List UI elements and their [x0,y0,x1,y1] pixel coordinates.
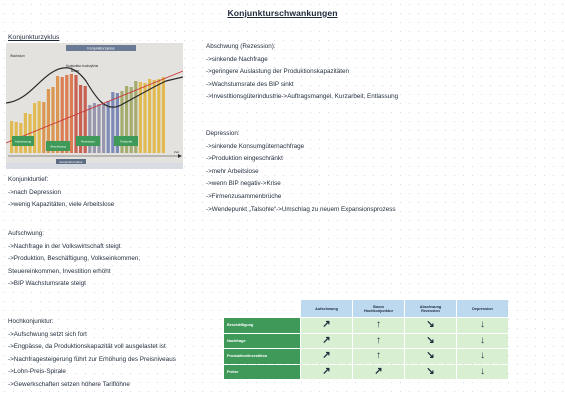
section-line: ->sinkende Nachfrage [206,55,268,63]
section-line: ->Wendepunkt „Talsohle“->Umschlag zu neuem Expansionsprozess [206,205,396,213]
figure-banner: Konjunkturzyklus [87,46,115,51]
section-line: ->Wachstumsrate des BIP sinkt [206,80,294,88]
cycle-summary-table [224,300,504,379]
table-cell-arrow-icon: ↘ [405,334,456,349]
table-column-header: Depression [457,300,508,317]
figure-box-2: Abschwung [50,144,66,149]
figure-bar [24,113,27,153]
table-cell-arrow-icon: ↑ [353,334,404,349]
table-column-header: Boom Hochkonjunktur [353,300,404,317]
section-line: ->geringere Auslastung der Produktionskapazitäten [206,68,349,76]
table-cell-arrow-icon: ↘ [405,365,456,380]
table-cell-arrow-icon: ↗ [301,334,352,349]
section-konjunkturtief [8,174,114,212]
section-line: ->Lohn-Preis-Spirale [8,368,66,376]
figure-box-1: Aufschwung [14,139,32,144]
section-line: ->Aufschwung setzt sich fort [8,330,87,338]
section-line: ->sinkende Konsumgüternachfrage [206,142,305,150]
figure-bar [70,74,73,153]
section-aufschwung [8,228,140,291]
business-cycle-figure [6,43,183,169]
figure-bar [38,101,41,153]
figure-box-3: Rezession [80,139,96,144]
table-cell-arrow-icon: ↓ [457,334,508,349]
figure-bar [162,77,165,153]
figure-left-label: Wachstum [10,54,25,58]
section-line: ->Engpässe, da Produktionskapazität voll ausgelastet ist [8,343,166,351]
section-line: Steuereinkommen, Investition erhöht [8,267,111,275]
table-cell-arrow-icon: ↑ [353,318,404,333]
chart-heading: Konjunkturzyklus [8,34,60,41]
table-cell-arrow-icon: ↗ [301,365,352,380]
section-hochkonjunktur [8,316,176,392]
table-cell-arrow-icon: ↓ [457,365,508,380]
section-depression [206,128,396,216]
section-line: ->Nachfrage in der Volkswirtschaft steigt [8,242,121,250]
section-heading: Konjunkturtief: [8,176,49,183]
section-heading: Aufschwung: [8,230,45,237]
table-cell-arrow-icon: ↓ [457,349,508,364]
section-line: ->Gewerkschaften setzen höhere Tariflöhne [8,380,130,388]
table-row-label: Beschäftigung [224,318,300,333]
section-line: ->Firmenzusammenbrüche [206,192,282,200]
table-column-header: Aufschwung [301,300,352,317]
figure-bar [157,79,160,153]
section-line: ->BIP Wachstumsrate steigt [8,280,86,288]
table-cell-arrow-icon: ↗ [301,318,352,333]
figure-phase-1: Konjunktur-hochzyklus [66,64,99,68]
section-line: ->wenn BIP negativ->Krise [206,180,281,188]
section-line: ->Produktion eingeschränkt [206,155,283,163]
figure-bar [143,83,146,153]
section-line: ->Nachfragesteigerung führt zur Erhöhung des Preisniveaus [8,355,176,363]
table-cell-arrow-icon: ↗ [353,365,404,380]
section-line: ->Produktion, Beschäftigung, Volkseinkommen, [8,255,141,263]
table-row-label: Produktion/Investition [224,349,300,364]
table-cell-arrow-icon: ↑ [353,349,404,364]
figure-box-4: Tiefpunkt [119,139,133,144]
figure-bar [102,103,105,153]
figure-bar [139,82,142,153]
section-line: ->wenig Kapazitäten, viele Arbeitslose [8,201,115,209]
figure-bar [111,92,114,153]
table-column-header: Abschwung Rezession [405,300,456,317]
section-heading: Depression: [206,130,240,137]
table-cell-arrow-icon: ↘ [405,349,456,364]
section-abschwung [206,41,398,104]
figure-bar [153,80,156,153]
table-row-label: Preise [224,365,300,380]
table-cell-arrow-icon: ↘ [405,318,456,333]
page-title: Konjunkturschwankungen [227,8,338,18]
section-line: ->mehr Arbeitslose [206,167,259,175]
section-heading: Hochkonjunktur: [8,318,54,325]
figure-bottom-label: Konjunkturzyklus [59,160,83,164]
figure-phase-2: Boom [71,69,80,73]
figure-bar [107,101,110,153]
table-row-label: Nachfrage [224,334,300,349]
section-line: ->Investitionsgüterindustrie->Auftragsmangel, Kurzarbeit, Entlassung [206,93,399,101]
table-cell-arrow-icon: ↓ [457,318,508,333]
figure-axis-label: Zeit [174,150,180,154]
section-heading: Abschwung (Rezession): [206,43,276,50]
table-cell-arrow-icon: ↗ [301,349,352,364]
section-line: ->nach Depression [8,188,62,196]
